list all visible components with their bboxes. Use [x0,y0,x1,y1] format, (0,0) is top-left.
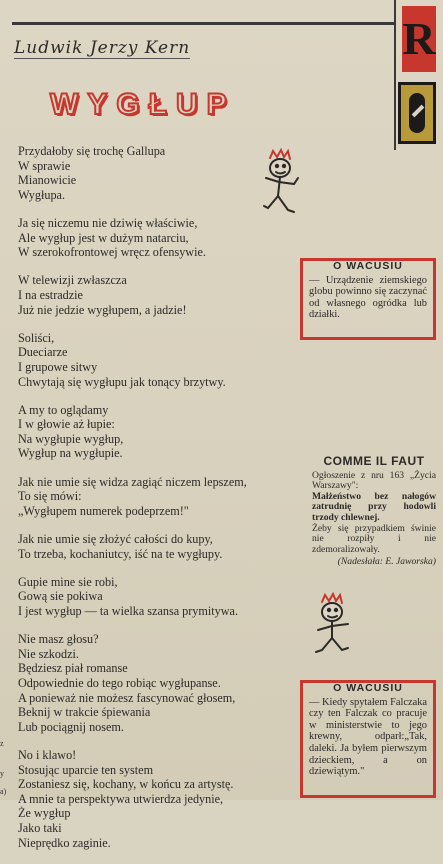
poem-line: W sprawie [18,158,71,173]
wacusiu-text-1: — Urządzenie ziemskiego globu powinno się zaczynać od własnego ogródka lub działki. [309,274,427,321]
poem-stanza [18,532,318,561]
poem-line: Stosując uparcie ten system [18,762,154,777]
poem-line: To trzeba, kochaniutcy, iść na te wygłupy. [18,546,223,561]
poem-line: Ale wygłup jest w dużym natarciu, [18,230,189,245]
comme-intro: Ogłoszenie z nru 163 „Życia Warszawy": [312,469,436,492]
section-letter-r: R [402,6,436,72]
poem-stanza [18,632,318,734]
poem-stanza [18,216,318,260]
margin-fragment: y [0,769,4,778]
wacusiu-text-2: — Kiedy spytałem Falczaka czy ten Falczak co pracuje w ministerstwie to jego krewny, odparł:​„Tak, daleki. Ja byłem pierwszym dzieckiem, a on dziewiątym." [309,696,428,778]
comme-ad: Małżeństwo bez nałogów zatrudnię przy hodowli trzody chlewnej. [312,490,436,523]
poem-line: „Wygłupem numerek podeprzem!" [18,503,189,518]
poem-line: W telewizji zwłaszcza [18,273,127,288]
poem-line: Nieprędko zaginie. [18,835,111,850]
poem-line: I na estradzie [18,287,83,302]
poem-stanza [18,575,318,619]
comme-il-faut-column [312,456,436,568]
poem-line: Jak nie umie się złożyć całości do kupy, [18,532,213,547]
poem-line: I w głowie aż łupie: [18,417,115,432]
poem-line: Nie masz głosu? [18,632,99,647]
poem-line: I jest wygłup — ta wielka szansa prymitywa. [18,604,238,618]
poem-line: Na wygłupie wygłup, [18,431,124,446]
poem-stanza [18,403,318,461]
comme-heading: COMME IL FAUT [323,454,425,468]
wacusiu-heading-1: O WACUSIU [333,260,403,272]
poem-line: Już nie jedzie wygłupem, a jadzie! [18,302,187,317]
poem-line: Odpowiednie do tego robiąc wygłupanse. [18,675,221,690]
margin-fragment: a) [0,787,7,796]
poem-body [18,144,318,864]
poem-line: Soliści, [18,330,55,345]
poem-title: WYGŁUP [50,88,236,121]
poem-stanza [18,475,318,519]
poem-stanza [18,748,318,850]
author-underline [14,58,190,59]
comme-comment: Żeby się przypadkiem świnie nie rozpiły i nie zdemoralizowały. [312,522,436,555]
poem-line: W szerokofrontowej wręcz ofensywie. [18,245,206,260]
author-name: Ludwik Jerzy Kern [14,38,191,58]
poem-line: A mnie ta perspektywa utwierdza jedynie, [18,791,224,806]
poem-line: Dueciarze [18,345,68,360]
poem-line: Przydałoby się trochę Gallupa [18,144,166,158]
poem-line: Mianowicie [18,173,77,188]
poem-line: Gupie mine sie robi, [18,574,118,589]
top-rule [12,22,394,25]
poem-line: A ponieważ nie możesz fascynować głosem, [18,690,236,705]
poem-line: Wygłupa. [18,187,65,202]
wacusiu-box-1 [300,258,436,340]
poem-stanza [18,273,318,317]
poem-line: Jako taki [18,820,62,835]
wacusiu-heading-2: O WACUSIU [333,682,403,694]
poem-line: Nie szkodzi. [18,646,79,661]
poem-line: Będziesz piał romanse [18,661,128,676]
poem-line: Że wygłup [18,806,71,821]
section-letter-o-icon [398,82,436,144]
poem-line: To się mówi: [18,489,82,504]
poem-line: Zostaniesz się, kochany, w końcu za artystę. [18,777,234,792]
poem-line: Lub pociągnij nosem. [18,719,124,734]
comme-source: (Nadesłała: E. Jaworska) [337,556,436,568]
poem-line: No i klawo! [18,747,77,762]
poem-line: Wygłup na wygłupie. [18,446,123,461]
wacus-figure-icon [258,148,304,220]
poem-line: A my to oglądamy [18,402,109,417]
poem-line: Gową sie pokiwa [18,589,103,604]
poem-stanza [18,331,318,389]
poem-line: Beknij w trakcie śpiewania [18,705,151,720]
right-column-rule [394,0,396,150]
wacusiu-box-2 [300,680,436,798]
poem-line: Jak nie umie się widza zagiąć niczem lepszem, [18,474,247,489]
left-margin-fragments [0,720,14,800]
wacus-figure-icon-2 [308,592,356,662]
poem-line: Chwytają się wygłupu jak tonący brzytwy. [18,374,226,389]
poem-line: I grupowe sitwy [18,359,98,374]
poem-line: Ja się niczemu nie dziwię właściwie, [18,215,198,230]
margin-fragment: z [0,739,4,748]
